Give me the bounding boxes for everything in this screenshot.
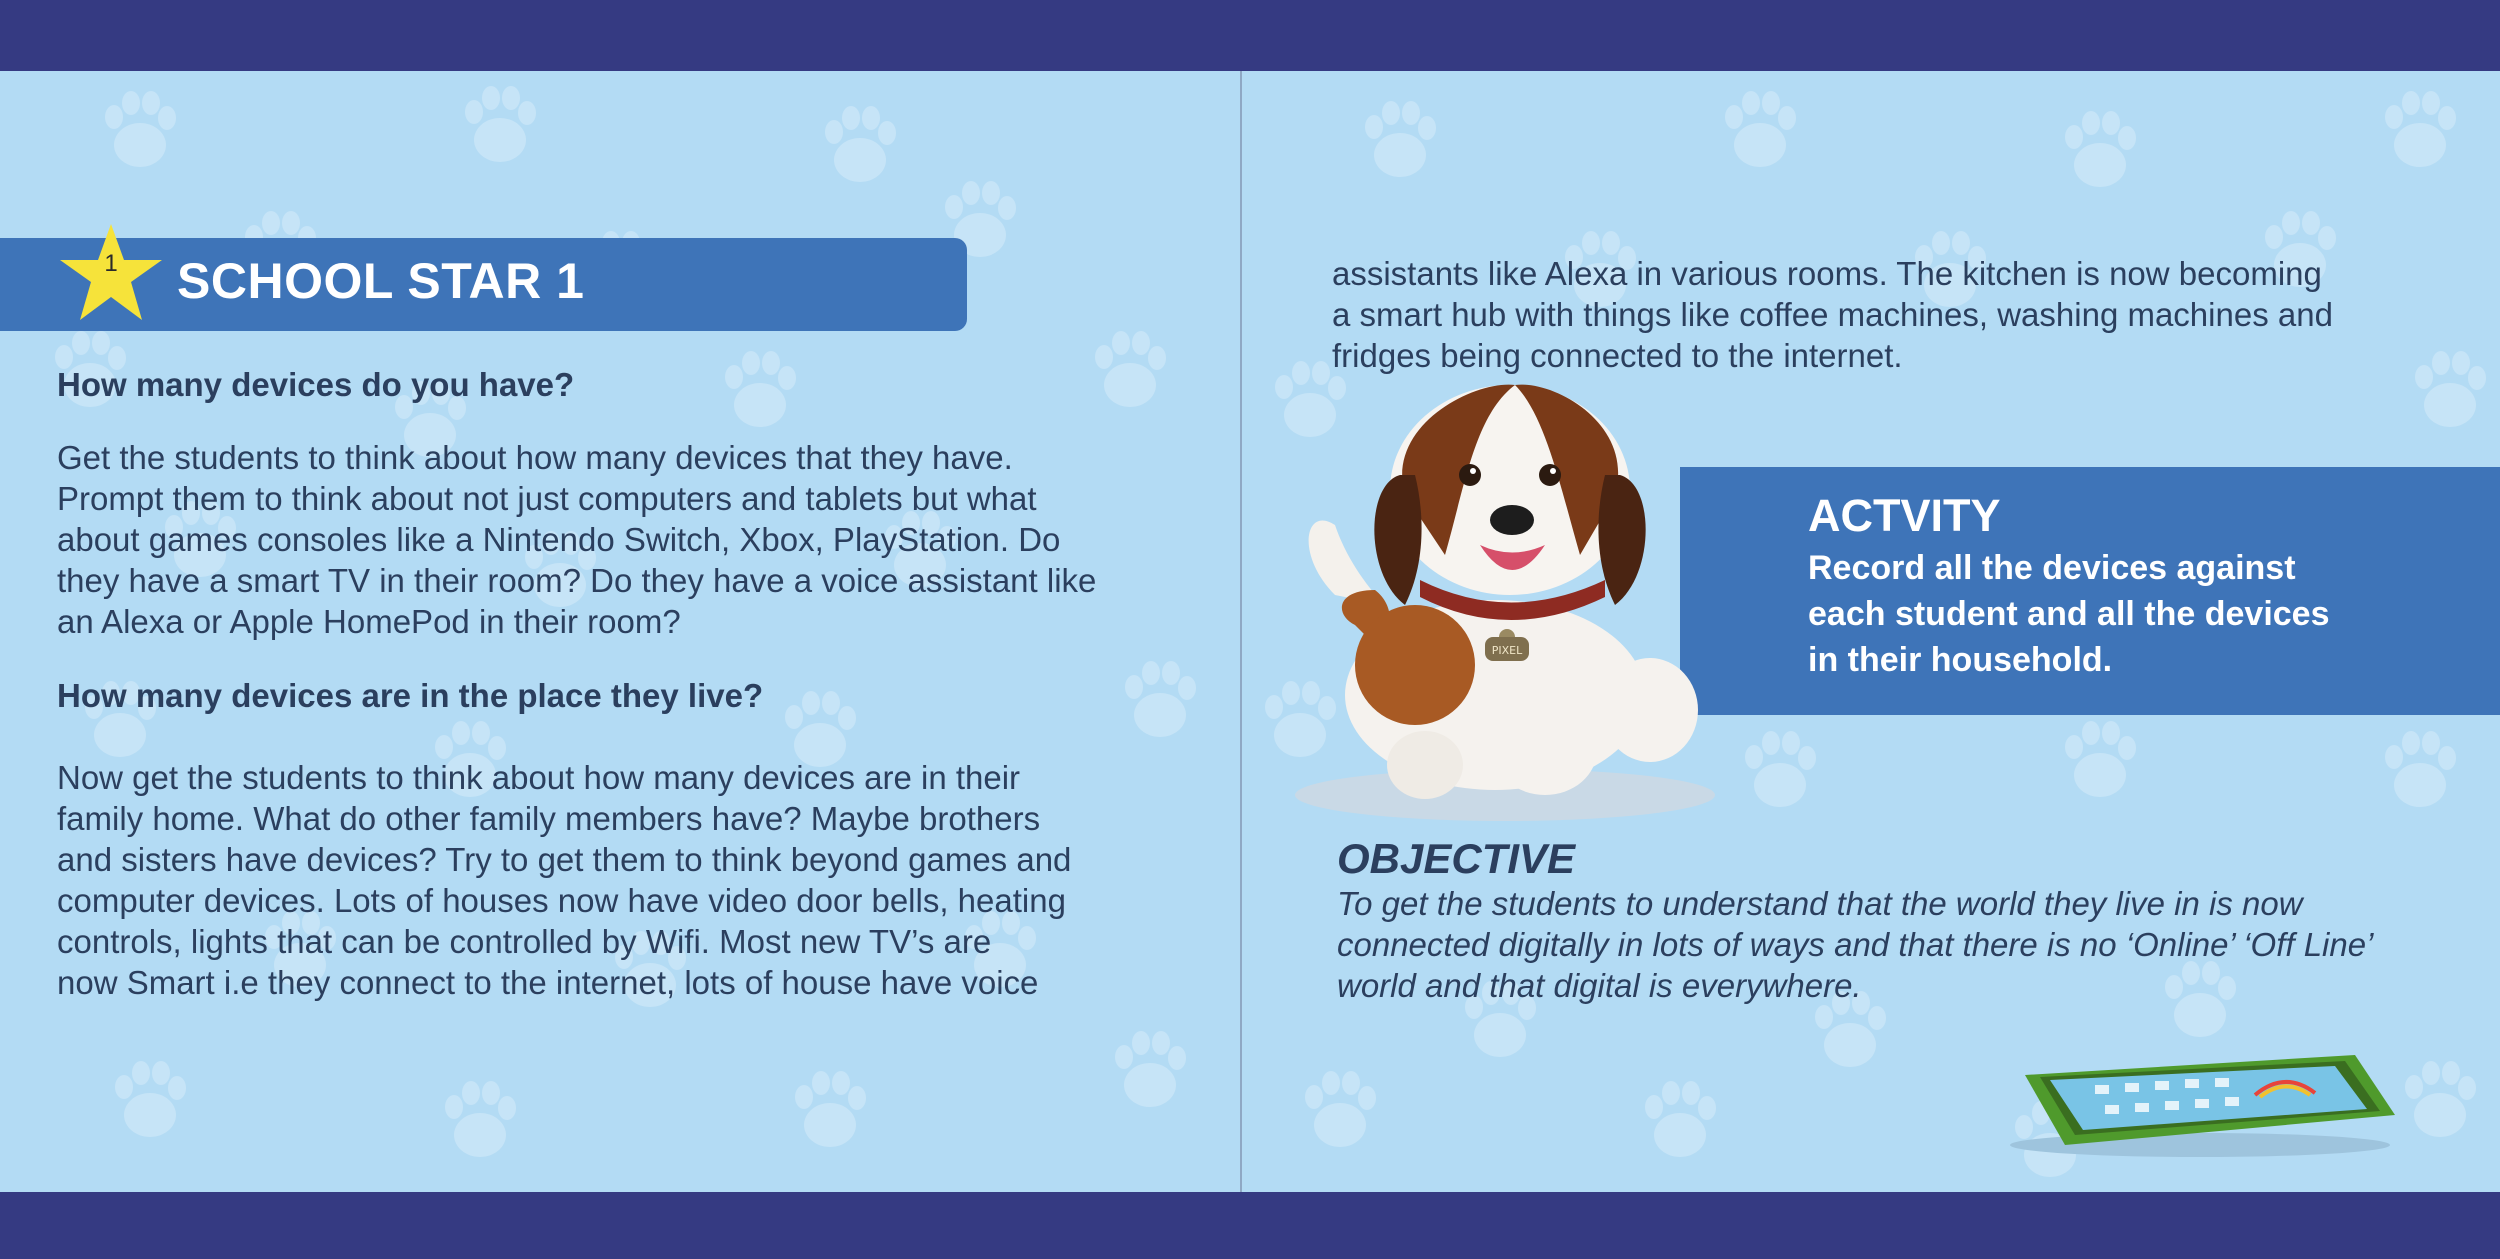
text-line: an Alexa or Apple HomePod in their room? — [57, 603, 681, 640]
text-line: To get the students to understand that the world they live in is now — [1337, 885, 2303, 922]
paragraph-devices — [57, 437, 1177, 642]
activity-title: ACTVITY — [1808, 490, 2001, 541]
tablet-illustration — [1995, 1035, 2405, 1160]
text-line: world and that digital is everywhere. — [1337, 967, 1862, 1004]
objective-text — [1337, 883, 2477, 1006]
text-line: fridges being connected to the internet. — [1332, 337, 1903, 374]
text-line: about games consoles like a Nintendo Switch, Xbox, PlayStation. Do — [57, 521, 1061, 558]
text-line: Prompt them to think about not just computers and tablets but what — [57, 480, 1037, 517]
bottom-band — [0, 1192, 2500, 1259]
text-line: controls, lights that can be controlled by Wifi. Most new TV’s are — [57, 923, 992, 960]
text-line: computer devices. Lots of houses now have video door bells, heating — [57, 882, 1066, 919]
text-line: now Smart i.e they connect to the internet, lots of house have voice — [57, 964, 1039, 1001]
text-line: Get the students to think about how many devices that they have. — [57, 439, 1013, 476]
paragraph-continuation — [1332, 253, 2442, 376]
question-heading: How many devices do you have? — [57, 366, 575, 403]
question-heading: How many devices are in the place they live? — [57, 677, 764, 714]
page-fold-divider — [1240, 71, 1242, 1192]
text-line: family home. What do other family members have? Maybe brothers — [57, 800, 1041, 837]
text-line: Record all the devices against — [1808, 549, 2296, 587]
text-line: a smart hub with things like coffee machines, washing machines and — [1332, 296, 2333, 333]
text-line: they have a smart TV in their room? Do they have a voice assistant like — [57, 562, 1097, 599]
star-number: 1 — [104, 250, 118, 277]
paragraph-home-devices — [57, 757, 1177, 1003]
puppy-illustration — [1275, 375, 1745, 835]
text-line: and sisters have devices? Try to get them to think beyond games and — [57, 841, 1072, 878]
text-line: Now get the students to think about how many devices are in their — [57, 759, 1021, 796]
objective-title: OBJECTIVE — [1337, 835, 1576, 882]
text-line: in their household. — [1808, 641, 2113, 679]
page-title: SCHOOL STAR 1 — [177, 253, 585, 309]
activity-text — [1808, 545, 2428, 683]
top-band — [0, 0, 2500, 71]
dog-tag-text: PIXEL — [1491, 644, 1523, 657]
text-line: connected digitally in lots of ways and that there is no ‘Online’ ‘Off Line’ — [1337, 926, 2374, 963]
text-line: assistants like Alexa in various rooms. The kitchen is now becoming — [1332, 255, 2322, 292]
text-line: each student and all the devices — [1808, 595, 2330, 633]
